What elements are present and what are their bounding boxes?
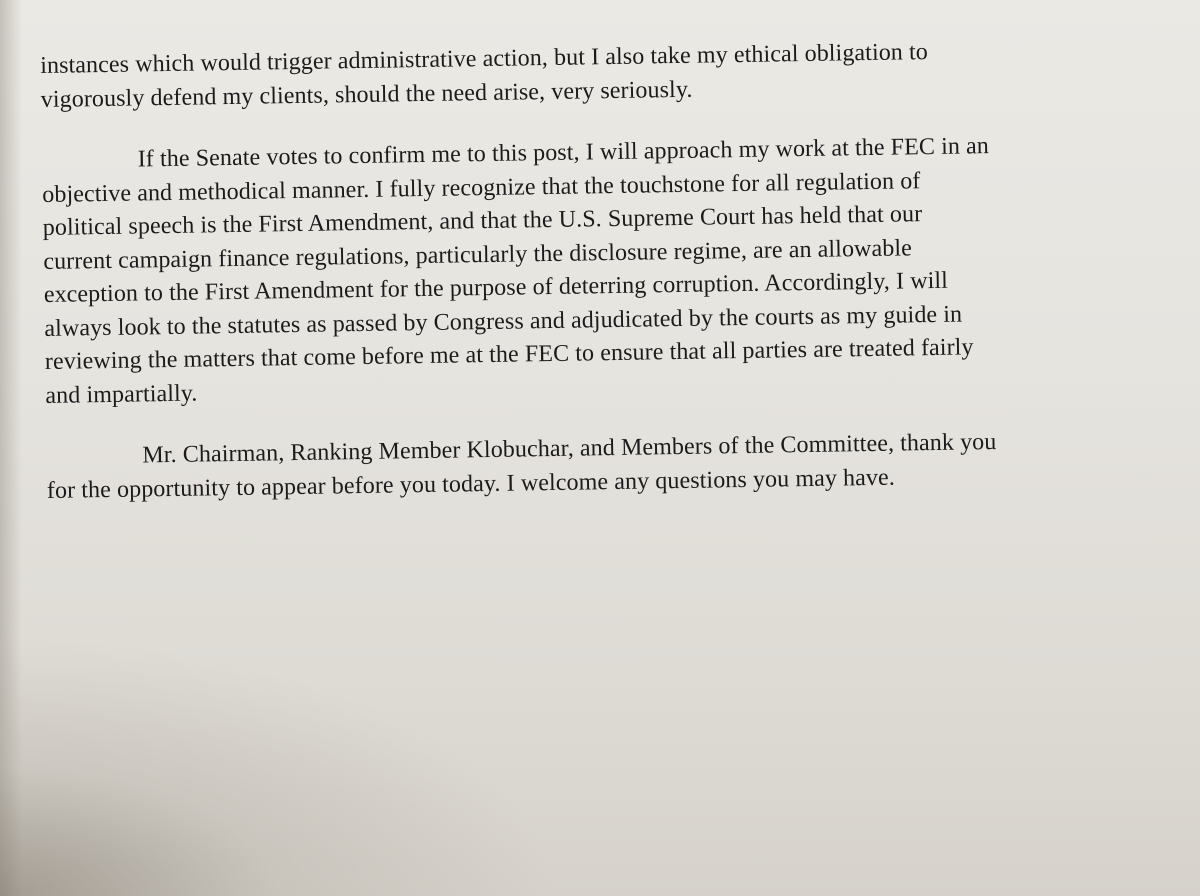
paragraph-line: Mr. Chairman, Ranking Member Klobuchar, and Members of the Committee, thank you: [142, 429, 997, 469]
document-body: [40, 32, 1167, 508]
paragraph-line: reviewing the matters that come before me at the FEC to ensure that all parties are treated fairly: [44, 334, 974, 375]
paragraph-line: objective and methodical manner. I fully recognize that the touchstone for all regulation of: [42, 167, 921, 208]
paragraph-line: If the Senate votes to confirm me to this post, I will approach my work at the FEC in an: [137, 133, 990, 173]
paragraph-line: exception to the First Amendment for the purpose of deterring corruption. Accordingly, I will: [43, 267, 949, 308]
paragraph-line: always look to the statutes as passed by Congress and adjudicated by the courts as my guide in: [44, 301, 963, 342]
paragraph-line: current campaign finance regulations, particularly the disclosure regime, are an allowable: [43, 234, 913, 275]
paragraph-line: instances which would trigger administrative action, but I also take my ethical obligation to: [40, 39, 929, 79]
paragraph-line: and impartially.: [45, 380, 198, 409]
paragraph-2: [41, 127, 1165, 413]
paragraph-line: vigorously defend my clients, should the need arise, very seriously.: [40, 76, 693, 113]
paragraph-line: political speech is the First Amendment, and that the U.S. Supreme Court has held that our: [42, 201, 923, 241]
paragraph-line: for the opportunity to appear before you today. I welcome any questions you may have.: [46, 464, 896, 504]
